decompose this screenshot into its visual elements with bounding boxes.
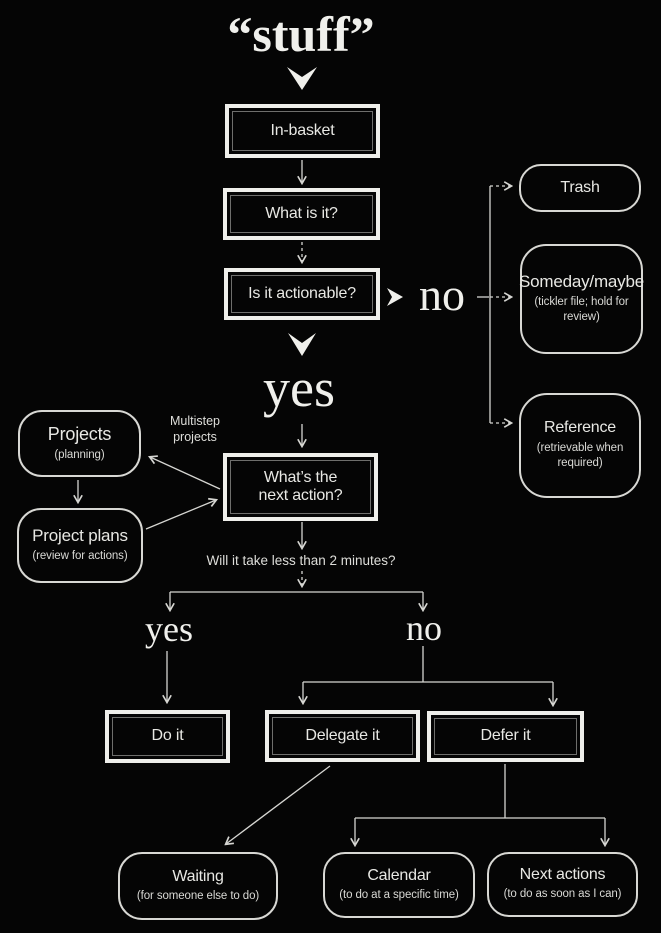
node-delegate-it: [265, 710, 420, 762]
node-what-is-it: [223, 188, 380, 240]
node-label: Next actions: [519, 866, 606, 884]
multistep-projects-label: Multistep projects: [169, 414, 221, 445]
node-do-it: [105, 710, 230, 763]
node-calendar: [323, 852, 475, 918]
node-subtitle: (tickler file; hold for review): [534, 295, 629, 324]
node-label: Projects: [47, 423, 112, 444]
node-subtitle: (to do as soon as I can): [503, 888, 622, 901]
node-projects: [18, 410, 141, 477]
node-label: Defer it: [480, 727, 531, 745]
node-label: Do it: [151, 727, 184, 745]
connector-delegate-waiting: [226, 766, 330, 844]
node-project-plans: [17, 508, 143, 583]
node-is-it-actionable: [224, 268, 380, 320]
node-label: What is it?: [265, 204, 338, 222]
node-label: Calendar: [367, 866, 431, 884]
decision-no-two-minutes: no: [406, 608, 442, 648]
node-waiting: [118, 852, 278, 920]
node-next-actions: [487, 852, 638, 917]
diagram-title: “stuff”: [227, 6, 375, 62]
node-reference: [519, 393, 641, 498]
connector-projectplans-nextaction: [146, 500, 216, 529]
decision-no-actionable: no: [419, 269, 465, 320]
node-trash: [519, 164, 641, 212]
node-label: Project plans: [32, 526, 128, 546]
node-subtitle: (review for actions): [32, 550, 128, 563]
connector-nextaction-projects: [150, 457, 220, 489]
node-label: In-basket: [270, 121, 335, 139]
node-subtitle: (for someone else to do): [136, 889, 260, 902]
two-minute-question-label: Will it take less than 2 minutes?: [206, 553, 396, 568]
node-subtitle: (to do at a specific time): [339, 888, 459, 901]
chevron-down-icon: [287, 67, 317, 90]
node-label: Reference: [543, 419, 617, 437]
node-subtitle: (planning): [54, 448, 105, 461]
node-label: Trash: [560, 178, 600, 196]
node-in-basket: [225, 104, 380, 158]
decision-yes-two-minutes: yes: [145, 609, 193, 649]
node-someday-maybe: [520, 244, 643, 354]
node-label: What’s the next action?: [258, 468, 343, 504]
node-whats-the-next-action: [223, 453, 378, 521]
decision-yes-actionable: yes: [263, 358, 335, 418]
node-subtitle: (retrievable when required): [536, 441, 624, 470]
node-label: Delegate it: [305, 726, 380, 744]
node-label: Someday/maybe: [519, 272, 644, 292]
node-label: Waiting: [172, 867, 224, 885]
node-defer-it: [427, 711, 584, 762]
node-label: Is it actionable?: [248, 284, 356, 302]
